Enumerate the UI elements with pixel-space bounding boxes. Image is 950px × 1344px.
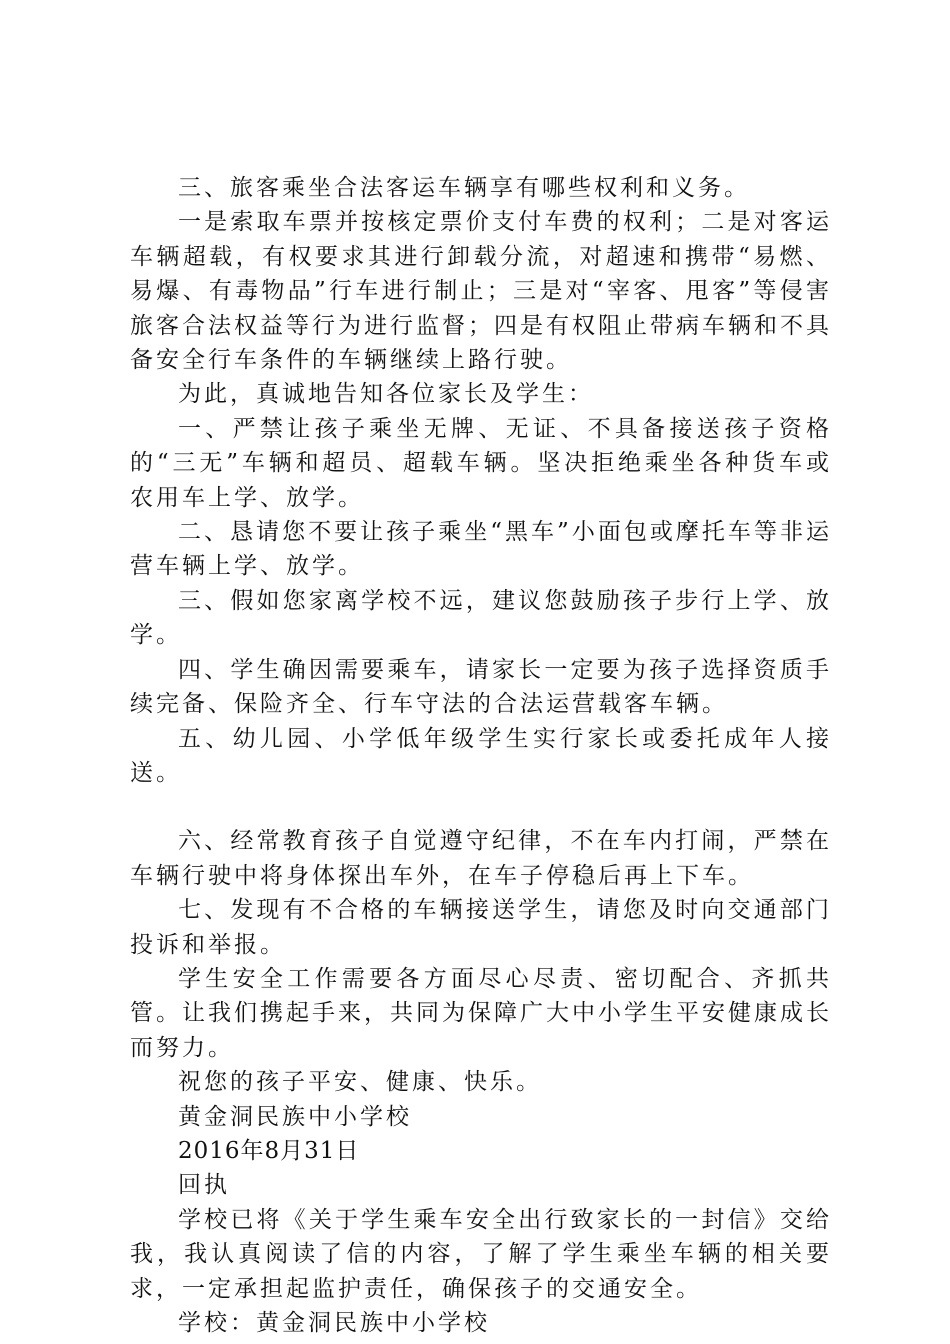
receipt-heading: 回执 bbox=[178, 1172, 230, 1199]
receipt-body: 学校已将《关于学生乘车安全出行致家长的一封信》交给我，我认真阅读了信的内容，了解了学生乘坐车辆的相关要求，一定承担起监护责任，确保孩子的交通安全。 bbox=[130, 1206, 832, 1302]
paragraph-item-3: 三、假如您家离学校不远，建议您鼓励孩子步行上学、放学。 bbox=[130, 587, 832, 649]
letter-body bbox=[130, 171, 832, 1340]
paragraph-item-5: 五、幼儿园、小学低年级学生实行家长或委托成年人接送。 bbox=[130, 725, 832, 786]
paragraph-closing: 学生安全工作需要各方面尽心尽责、密切配合、齐抓共管。让我们携起手来，共同为保障广大中小学生平安健康成长而努力。 bbox=[130, 965, 832, 1061]
section-heading-passenger-rights: 三、旅客乘坐合法客运车辆享有哪些权利和义务。 bbox=[178, 175, 750, 201]
receipt-school-field: 学校：黄金洞民族中小学校 bbox=[178, 1310, 490, 1336]
paragraph-item-1: 一、严禁让孩子乘坐无牌、无证、不具备接送孩子资格的“三无”车辆和超员、超载车辆。坚决拒绝乘坐各种货车或农用车上学、放学。 bbox=[130, 415, 832, 511]
paragraph-item-6: 六、经常教育孩子自觉遵守纪律，不在车内打闹，严禁在车辆行驶中将身体探出车外，在车子停稳后再上下车。 bbox=[130, 828, 832, 889]
paragraph-item-7: 七、发现有不合格的车辆接送学生，请您及时向交通部门投诉和举报。 bbox=[130, 897, 832, 958]
blank-line bbox=[130, 790, 832, 824]
letter-date: 2016年8月31日 bbox=[178, 1137, 360, 1164]
school-signature: 黄金洞民族中小学校 bbox=[178, 1103, 412, 1130]
paragraph-item-2: 二、恳请您不要让孩子乘坐“黑车”小面包或摩托车等非运营车辆上学、放学。 bbox=[130, 519, 832, 580]
paragraph-passenger-rights: 一是索取车票并按核定票价支付车费的权利；二是对客运车辆超载，有权要求其进行卸载分流，对超速和携带“易燃、易爆、有毒物品”行车进行制止；三是对“宰客、甩客”等侵害旅客合法权益等行为进行监督；四是有权阻止带病车辆和不具备安全行车条件的车辆继续上路行驶。 bbox=[130, 209, 832, 374]
paragraph-notice-intro: 为此，真诚地告知各位家长及学生： bbox=[178, 381, 594, 408]
paragraph-item-4: 四、学生确因需要乘车，请家长一定要为孩子选择资质手续完备、保险齐全、行车守法的合法运营载客车辆。 bbox=[130, 656, 832, 718]
paragraph-wishes: 祝您的孩子平安、健康、快乐。 bbox=[178, 1069, 542, 1096]
